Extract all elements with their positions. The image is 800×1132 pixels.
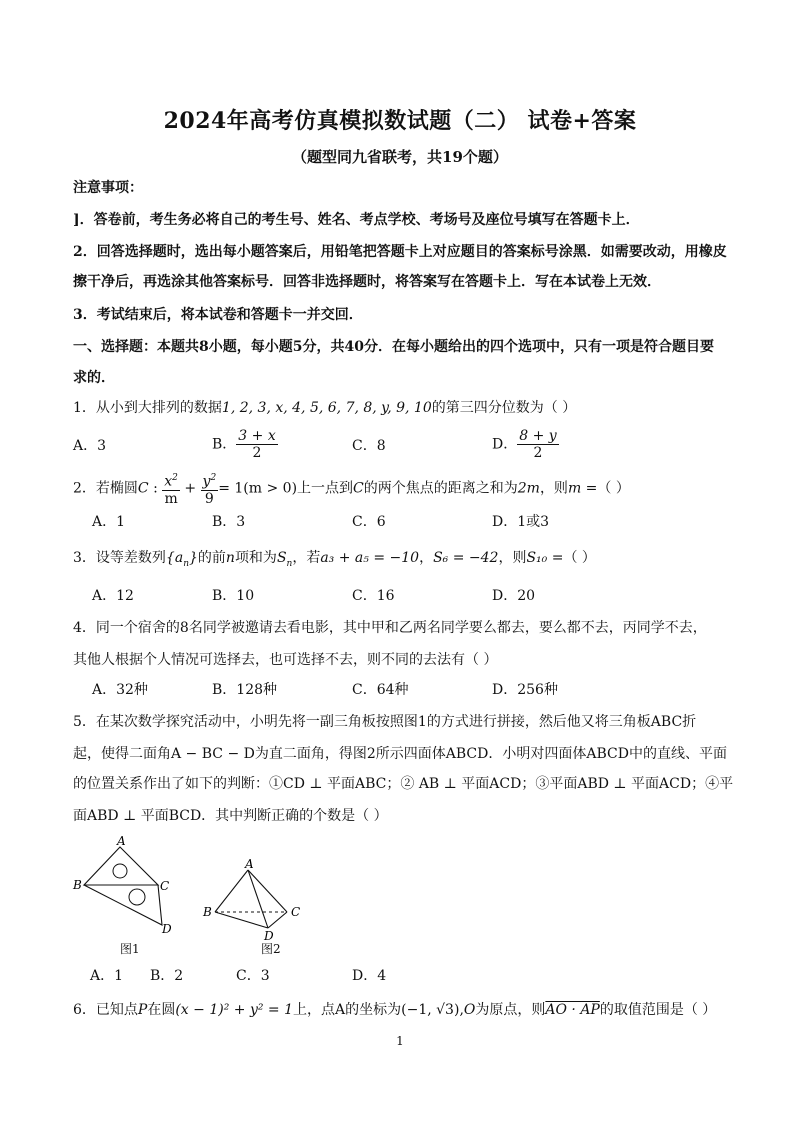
- q2-option-c: C．6: [352, 514, 386, 530]
- question-4: 4．同一个宿舍的8名同学被邀请去看电影，其中甲和乙两名同学要么都去，要么都不去，丙同学不去，: [73, 620, 707, 636]
- q3-stem-c: 项和为: [234, 550, 277, 566]
- q2-frac-x: $\frac{x^2}{m}$: [162, 470, 180, 507]
- q2-option-a: A．1: [92, 514, 126, 530]
- q3-option-a: A．12: [92, 588, 134, 604]
- q1-option-d-fraction: [517, 428, 558, 461]
- q4-option-a: A．32种: [92, 682, 148, 698]
- q6-coord: (−1, √3): [401, 1002, 460, 1018]
- question-5-line2: 起，使得二面角A − BC − D为直二面角，得图2所示四面体ABCD．小明对四面体ABCD中的直线、平面: [73, 746, 727, 762]
- q3-stem-f: ，则: [498, 550, 527, 566]
- fig2-edge-ad: [248, 870, 268, 928]
- section-heading: 一、选择题：本题共8小题，每小题5分，共40分．在每小题给出的四个选项中，只有一项是符合题目要: [73, 339, 714, 355]
- q1-option-b: [212, 428, 278, 461]
- q1-option-b-label: B．: [212, 436, 237, 453]
- q3-s10: S₁₀ =: [526, 550, 564, 566]
- q5-option-b: B．2: [150, 968, 184, 984]
- fig2-edge-bd: [215, 912, 268, 928]
- q4-option-b: B．128种: [212, 682, 278, 698]
- q2-eq: = 1(m > 0): [218, 480, 298, 497]
- q4-option-c: C．64种: [352, 682, 409, 698]
- q2-stem-b: 上一点到: [297, 480, 354, 497]
- q3-n: n: [225, 550, 235, 566]
- q2-stem-a: 2．若椭圆: [73, 480, 138, 497]
- q2-stem-c: 的两个焦点的距离之和为: [363, 480, 518, 497]
- fig1-circle-2: [129, 889, 145, 905]
- q2-m: m: [164, 490, 178, 507]
- fig1-label-c: C: [160, 879, 170, 893]
- q3-cond1: a₃ + a₅ = −10: [320, 550, 420, 566]
- fig2-label-b: B: [203, 905, 212, 919]
- fig2-edge-ac: [248, 870, 287, 912]
- figure-2-tetrahedron: [200, 858, 310, 943]
- q3-seq-end: }: [188, 550, 198, 566]
- q1-option-d-label: D．: [492, 436, 518, 453]
- q1-option-a: A．3: [73, 438, 107, 454]
- q3-stem-b: 的前: [197, 550, 226, 566]
- q5-option-c: C．3: [236, 968, 270, 984]
- q3-stem-d: ，若: [292, 550, 321, 566]
- fig1-triangle-abc: [84, 847, 158, 885]
- figure-2-caption: 图2: [261, 942, 281, 956]
- q2-option-d: D．1或3: [492, 514, 550, 530]
- question-2: 2．若椭圆C : $\frac{x^2}{m}$ + $\frac{y^2}{9}$ = 1(m > 0)上一点到C的两个焦点的距离之和为2m，则m =（ ）: [73, 470, 630, 507]
- q3-option-d: D．20: [492, 588, 536, 604]
- fig1-triangle-bcd: [84, 885, 162, 925]
- q3-option-b: B．10: [212, 588, 255, 604]
- q6-stem-f: 的取值范围是（ ）: [599, 1002, 717, 1018]
- q1-option-d: [492, 428, 559, 461]
- figure-1-caption: 图1: [120, 942, 140, 956]
- q2-frac-y: $\frac{y^2}{9}$: [201, 470, 219, 507]
- fig1-label-a: A: [117, 835, 126, 848]
- q6-dot-product: AO · AP: [545, 1002, 600, 1018]
- notice-2: 2．回答选择题时，选出每小题答案后，用铅笔把答题卡上对应题目的答案标号涂黑．如需要改动，用橡皮: [73, 244, 727, 260]
- figure-1-triangles: [70, 835, 180, 940]
- q6-stem-a: 6．已知点: [73, 1002, 138, 1018]
- question-5-line3: 的位置关系作出了如下的判断：①CD ⊥ 平面ABC；② AB ⊥ 平面ACD；③平面ABD ⊥ 平面ACD；④平: [73, 776, 734, 792]
- q2-nine: 9: [204, 490, 214, 507]
- q3-stem-a: 3．设等差数列: [73, 550, 166, 566]
- question-4-cont: 其他人根据个人情况可选择去，也可选择不去，则不同的去法有（ ）: [73, 652, 498, 668]
- q1-b-denominator: 2: [252, 445, 262, 461]
- q3-sn-sub: n: [286, 558, 293, 569]
- q2-y: y: [202, 473, 211, 490]
- question-5-line4: 面ABD ⊥ 平面BCD．其中判断正确的个数是（ ）: [73, 808, 388, 824]
- fig1-circle-1: [113, 864, 127, 878]
- q2-stem-d: ，则: [539, 480, 568, 497]
- q2-option-b: B．3: [212, 514, 246, 530]
- q1-stem-a: 1．从小到大排列的数据: [73, 400, 222, 416]
- fig2-edge-cd: [268, 912, 287, 928]
- q5-option-a: A．1: [90, 968, 124, 984]
- q1-data: 1, 2, 3, x, 4, 5, 6, 7, 8, y, 9, 10: [221, 400, 432, 416]
- q3-seq-sub: n: [183, 558, 189, 569]
- page-title: 2024年高考仿真模拟数试题（二） 试卷+答案: [163, 108, 637, 134]
- q6-circle: (x − 1)² + y² = 1: [175, 1002, 294, 1018]
- page-subtitle: （题型同九省联考，共19个题）: [292, 148, 508, 166]
- fig1-label-d: D: [162, 922, 172, 936]
- fig1-label-b: B: [73, 878, 82, 892]
- q1-d-numerator: 8 + y: [519, 428, 557, 444]
- q3-sn: S: [276, 550, 287, 566]
- q1-d-denominator: 2: [533, 445, 543, 461]
- q3-stem-e: ，: [419, 550, 434, 566]
- q4-option-d: D．256种: [492, 682, 558, 698]
- fig2-label-a: A: [245, 858, 254, 871]
- q6-o: O: [463, 1002, 476, 1018]
- page-number: 1: [396, 1034, 404, 1048]
- notice-heading: 注意事项：: [73, 180, 143, 196]
- question-3: [73, 548, 596, 574]
- q1-option-b-fraction: [236, 428, 277, 461]
- question-5: 5．在某次数学探究活动中，小明先将一副三角板按照图1的方式进行拼接，然后他又将三角板ABC折: [73, 714, 697, 730]
- q2-two-m: 2m: [517, 480, 540, 497]
- q6-p: P: [137, 1002, 148, 1018]
- fig2-label-d: D: [264, 929, 274, 943]
- q6-stem-d: ,: [459, 1002, 464, 1018]
- q2-ellipse-name-2: C: [353, 480, 364, 497]
- q3-option-c: C．16: [352, 588, 395, 604]
- q6-stem-b: 在圆: [147, 1002, 176, 1018]
- q2-ellipse-name: C: [137, 480, 149, 497]
- notice-3: 3．考试结束后，将本试卷和答题卡一并交回．: [73, 307, 363, 323]
- q2-m-eq: m =: [567, 480, 598, 497]
- notice-1: ]．答卷前，考生务必将自己的考生号、姓名、考点学校、考场号及座位号填写在答题卡上．: [73, 212, 640, 228]
- q1-b-numerator: 3 + x: [238, 428, 276, 444]
- question-6: [73, 1000, 716, 1020]
- q3-stem-g: （ ）: [563, 550, 596, 566]
- q3-cond2: S₆ = −42: [433, 550, 499, 566]
- fig2-edge-ab: [215, 870, 248, 912]
- fig2-label-c: C: [291, 905, 301, 919]
- question-1: [73, 398, 576, 418]
- q5-option-d: D．4: [352, 968, 387, 984]
- section-heading-cont: 求的．: [73, 370, 115, 386]
- q6-stem-c: 上，点A的坐标为: [293, 1002, 402, 1018]
- q3-seq: {a: [165, 550, 184, 566]
- q1-option-c: C．8: [352, 438, 386, 454]
- q2-stem-e: （ ）: [597, 480, 630, 497]
- q6-stem-e: 为原点，则: [475, 1002, 546, 1018]
- q1-stem-b: 的第三四分位数为（ ）: [431, 400, 577, 416]
- q2-x: x: [164, 473, 173, 490]
- notice-2-cont: 擦干净后，再选涂其他答案标号．回答非选择题时，将答案写在答题卡上．写在本试卷上无效．: [73, 274, 661, 290]
